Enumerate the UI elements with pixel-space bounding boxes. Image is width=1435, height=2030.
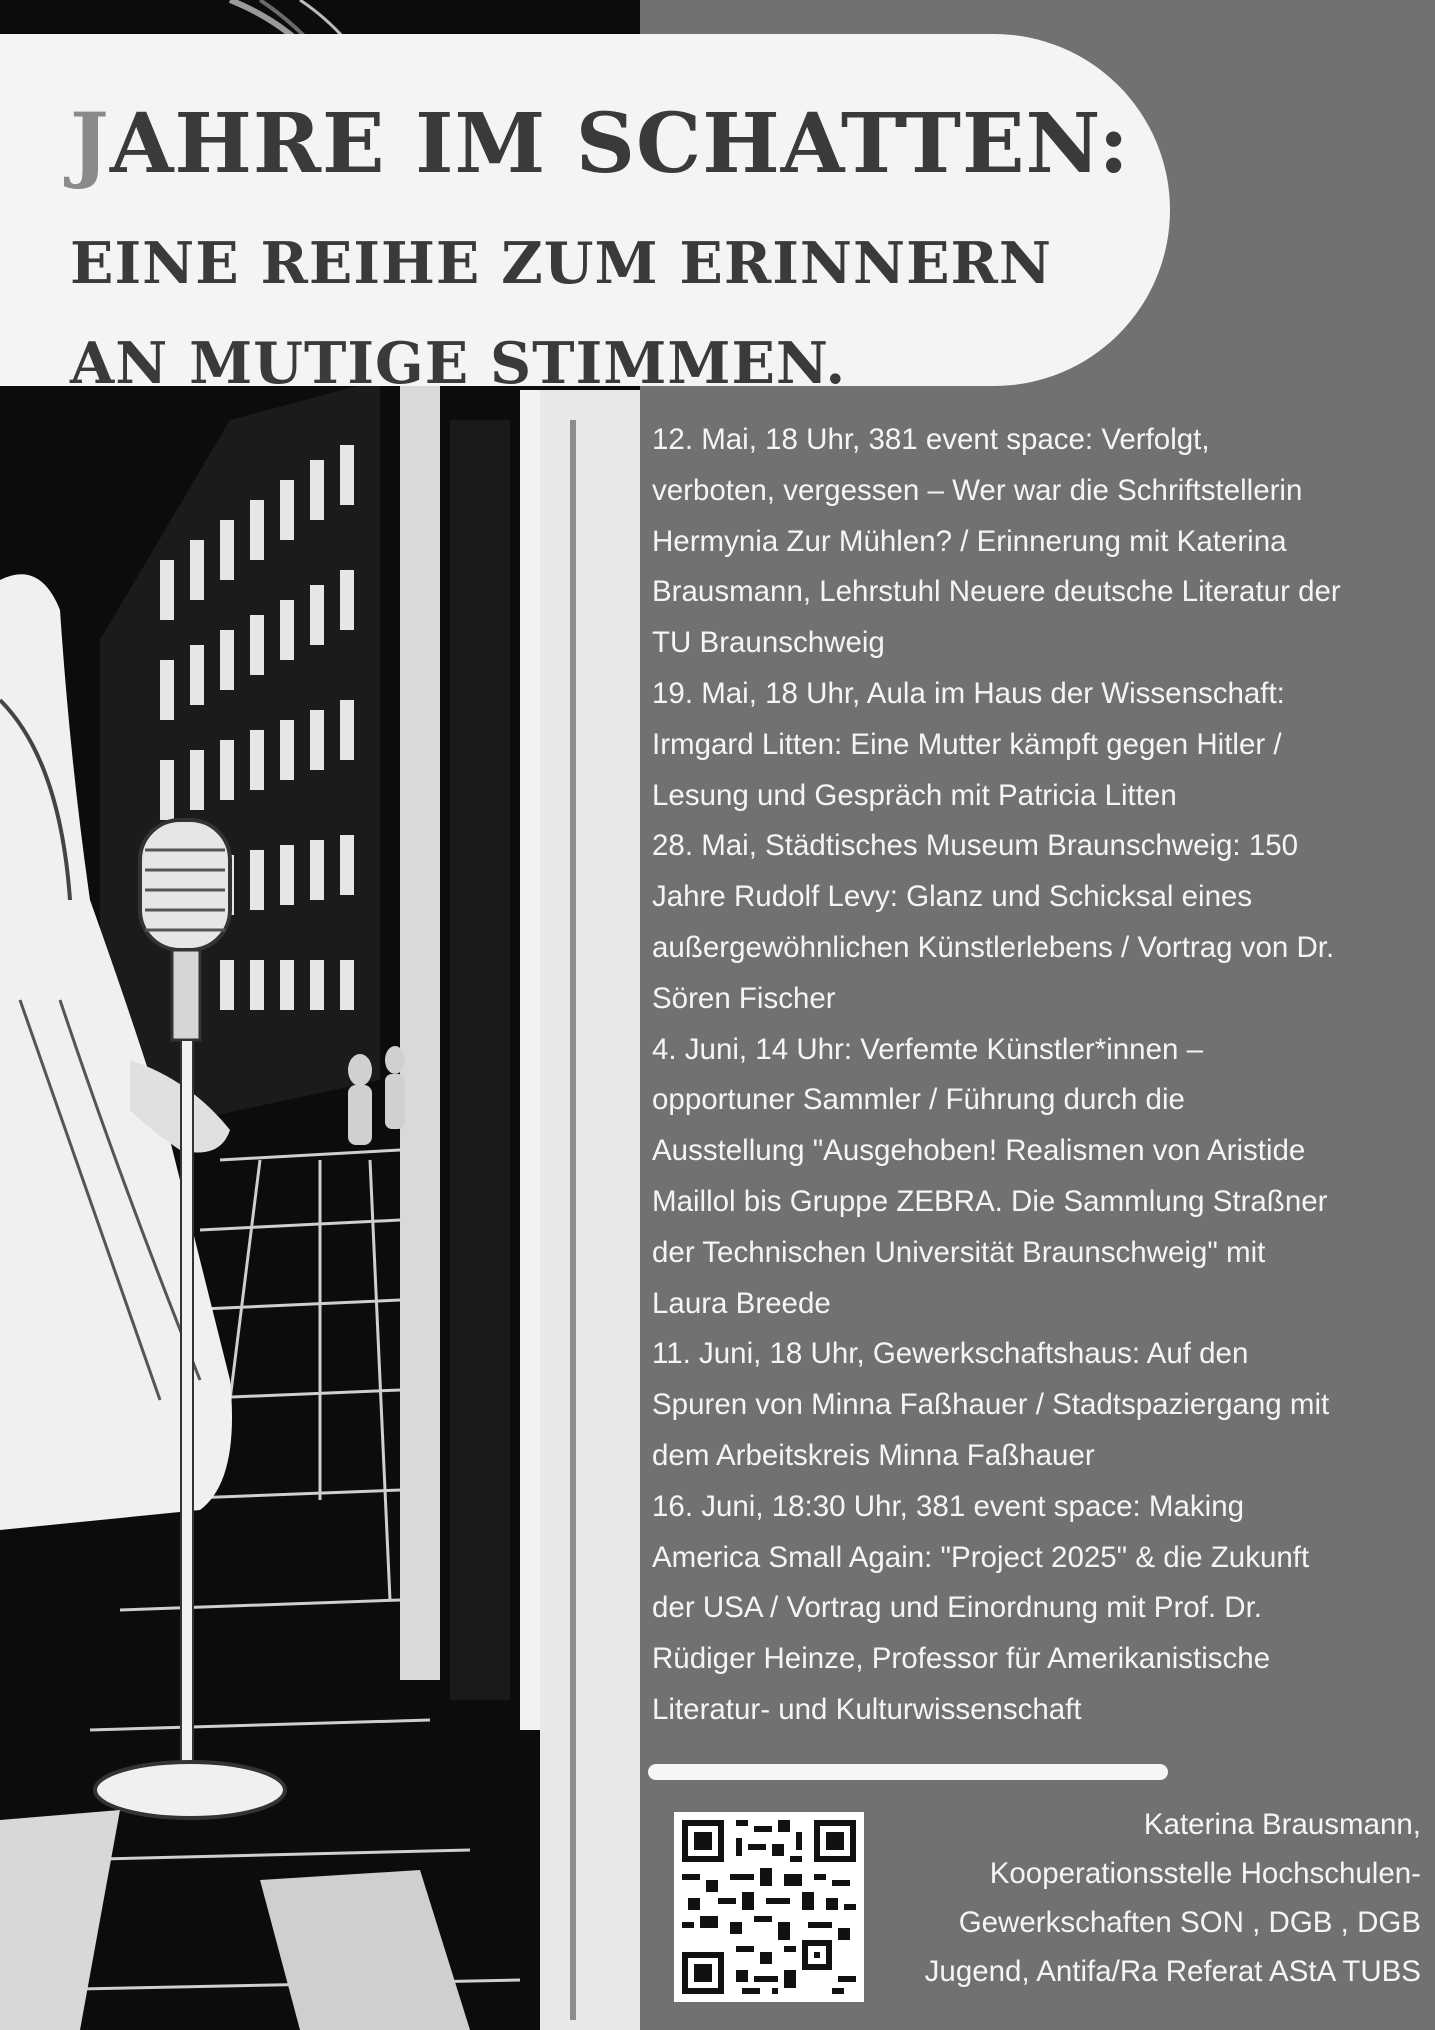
title-rest: AHRE IM SCHATTEN: (109, 96, 1130, 192)
event-text-line: Brausmann, Lehrstuhl Neuere deutsche Literatur der (652, 575, 1341, 609)
subtitle-line-2: AN MUTIGE STIMMEN. (70, 330, 847, 397)
subtitle-line-1: EINE REIHE ZUM ERINNERN (70, 230, 1052, 297)
credits-line: Kooperationsstelle Hochschulen- (989, 1857, 1421, 1890)
event-text-line: außergewöhnlichen Künstlerlebens / Vortrag von Dr. (652, 930, 1335, 964)
event-item (652, 1482, 1432, 1736)
event-text-line: 28. Mai, Städtisches Museum Braunschweig: 150 (652, 829, 1299, 863)
qr-code-icon (682, 1820, 856, 1994)
title-first-letter: J (70, 96, 110, 192)
credits-line: Katerina Brausmann, (1143, 1808, 1421, 1841)
qr-code[interactable] (674, 1812, 864, 2002)
event-item (652, 415, 1432, 669)
divider (648, 1764, 1168, 1780)
event-text-line: TU Braunschweig (652, 626, 885, 660)
event-text-line: der Technischen Universität Braunschweig" mit (652, 1235, 1266, 1269)
event-text-line: Jahre Rudolf Levy: Glanz und Schicksal eines (652, 880, 1253, 914)
event-text-line: 19. Mai, 18 Uhr, Aula im Haus der Wissenschaft: (652, 676, 1285, 710)
event-text-line: dem Arbeitskreis Minna Faßhauer (652, 1438, 1095, 1472)
event-item (652, 821, 1432, 1024)
event-item (652, 1329, 1432, 1481)
credits-line: Gewerkschaften SON , DGB , DGB (958, 1906, 1421, 1939)
page-title (70, 96, 1130, 192)
event-text-line: 4. Juni, 14 Uhr: Verfemte Künstler*innen – (652, 1032, 1203, 1066)
title-band (0, 34, 1170, 397)
event-text-line: Literatur- und Kulturwissenschaft (652, 1692, 1082, 1726)
credits-line: Jugend, Antifa/Ra Referat AStA TUBS (924, 1955, 1421, 1988)
event-text-line: Spuren von Minna Faßhauer / Stadtspaziergang mit (652, 1388, 1330, 1422)
event-text-line: Laura Breede (652, 1286, 831, 1320)
event-text-line: der USA / Vortrag und Einordnung mit Prof. Dr. (652, 1591, 1262, 1625)
event-text-line: 11. Juni, 18 Uhr, Gewerkschaftshaus: Auf den (652, 1337, 1249, 1371)
event-list (652, 415, 1432, 1736)
event-text-line: America Small Again: "Project 2025" & die Zukunft (652, 1540, 1310, 1574)
event-text-line: Irmgard Litten: Eine Mutter kämpft gegen Hitler / (652, 727, 1282, 761)
event-item (652, 669, 1432, 821)
event-text-line: Lesung und Gespräch mit Patricia Litten (652, 778, 1177, 812)
event-text-line: verboten, vergessen – Wer war die Schriftstellerin (652, 473, 1303, 507)
event-item (652, 1025, 1432, 1330)
event-text-line: opportuner Sammler / Führung durch die (652, 1083, 1185, 1117)
credits (861, 1800, 1421, 1996)
event-text-line: Sören Fischer (652, 981, 836, 1015)
event-text-line: 16. Juni, 18:30 Uhr, 381 event space: Making (652, 1489, 1245, 1523)
event-text-line: Ausstellung "Ausgehoben! Realismen von Aristide (652, 1134, 1306, 1168)
event-text-line: Rüdiger Heinze, Professor für Amerikanistische (652, 1642, 1271, 1676)
event-text-line: 12. Mai, 18 Uhr, 381 event space: Verfolgt, (652, 423, 1210, 456)
event-text-line: Maillol bis Gruppe ZEBRA. Die Sammlung Straßner (652, 1184, 1328, 1218)
event-text-line: Hermynia Zur Mühlen? / Erinnerung mit Katerina (652, 524, 1287, 558)
